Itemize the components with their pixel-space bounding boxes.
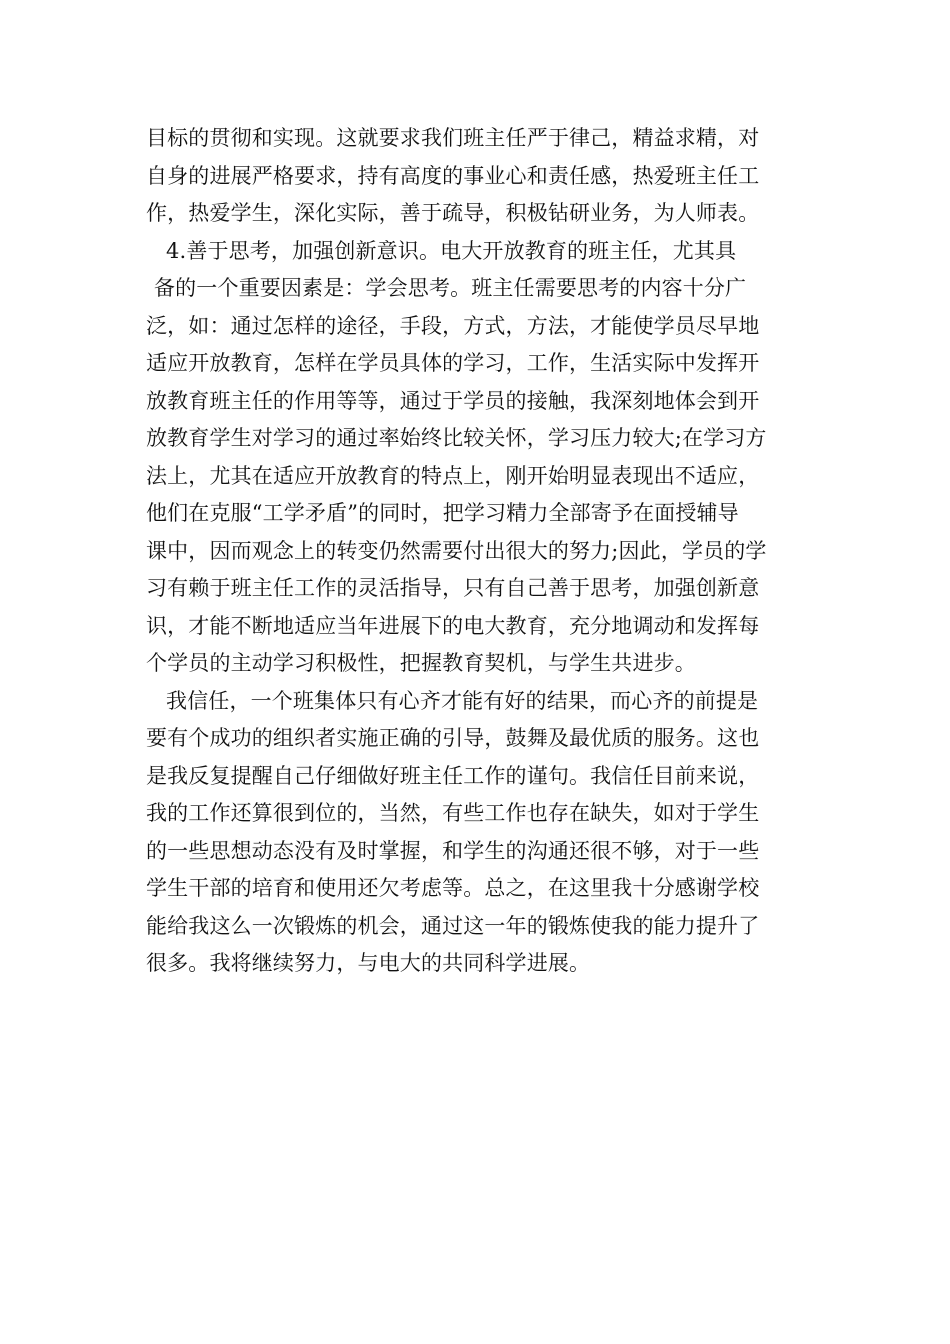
- text-line: 法上，尤其在适应开放教育的特点上，刚开始明显表现出不适应，: [146, 463, 760, 488]
- text-line: 作，热爱学生，深化实际，善于疏导，积极钻研业务，为人师表。: [146, 201, 760, 225]
- text-line: 能给我这么一次锻炼的机会，通过这一年的锻炼使我的能力提升了: [146, 913, 760, 938]
- text-line: 习有赖于班主任工作的灵活指导，只有自己善于思考，加强创新意: [146, 576, 760, 600]
- paragraph-start-line: 我信任，一个班集体只有心齐才能有好的结果，而心齐的前提是: [166, 688, 759, 713]
- text-line: 的一些思想动态没有及时掌握，和学生的沟通还很不够，对于一些: [146, 838, 760, 863]
- text-line: 放教育班主任的作用等等，通过于学员的接触，我深刻地体会到开: [146, 388, 760, 413]
- text-line: 要有个成功的组织者实施正确的引导，鼓舞及最优质的服务。这也: [146, 726, 760, 750]
- document-body: [146, 120, 810, 983]
- text-line: 他们在克服“工学矛盾”的同时，把学习精力全部寄予在面授辅导: [146, 501, 739, 525]
- text-line: 学生干部的培育和使用还欠考虑等。总之，在这里我十分感谢学校: [146, 876, 760, 900]
- section-heading-line: 4.善于思考，加强创新意识。电大开放教育的班主任，尤其具: [166, 238, 737, 263]
- text-line: 很多。我将继续努力，与电大的共同科学进展。: [146, 951, 591, 975]
- text-line: 是我反复提醒自己仔细做好班主任工作的谨句。我信任目前来说，: [146, 763, 760, 788]
- text-line: 自身的进展严格要求，持有高度的事业心和责任感，热爱班主任工: [146, 163, 760, 188]
- text-line: 个学员的主动学习积极性，把握教育契机，与学生共进步。: [146, 651, 696, 675]
- text-line: 适应开放教育，怎样在学员具体的学习，工作，生活实际中发挥开: [146, 351, 760, 375]
- text-line: 备的一个重要因素是：学会思考。班主任需要思考的内容十分广: [154, 276, 747, 300]
- text-line: 我的工作还算很到位的，当然，有些工作也存在缺失，如对于学生: [146, 801, 760, 825]
- text-line: 泛，如：通过怎样的途径，手段，方式，方法，才能使学员尽早地: [146, 313, 760, 338]
- text-line: 课中，因而观念上的转变仍然需要付出很大的努力;因此，学员的学: [146, 538, 767, 563]
- text-line: 目标的贯彻和实现。这就要求我们班主任严于律己，精益求精，对: [146, 126, 760, 150]
- text-line: 识，才能不断地适应当年进展下的电大教育，充分地调动和发挥每: [146, 613, 760, 638]
- text-line: 放教育学生对学习的通过率始终比较关怀，学习压力较大;在学习方: [146, 426, 767, 450]
